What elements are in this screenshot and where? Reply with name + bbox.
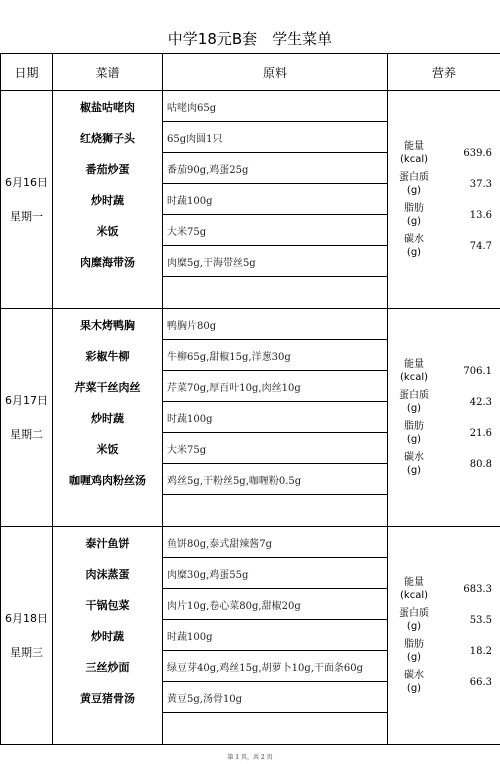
- dish-name: 米饭: [96, 442, 119, 456]
- dish-name: 咖喱鸡肉粉丝汤: [69, 473, 146, 487]
- dish-name: 泰汁鱼饼: [85, 536, 130, 550]
- ingredient-line: 65g肉圆1只: [163, 122, 387, 153]
- ingredient-line: 时蔬100g: [163, 184, 387, 215]
- ingredient-line: [163, 277, 387, 308]
- dish-name: 黄豆猪骨汤: [80, 691, 135, 705]
- header-dishes: 菜谱: [53, 54, 163, 91]
- nutrition-row-fat: [388, 636, 500, 667]
- nutrient-name: 蛋白质: [399, 172, 429, 183]
- ingredient-line: 时蔬100g: [163, 620, 387, 651]
- nutrient-unit: (g): [406, 247, 422, 258]
- ingredient-line: 肉糜5g,干海带丝5g: [163, 246, 387, 277]
- ingredient-line: 肉片10g,卷心菜80g,甜椒20g: [163, 589, 387, 620]
- nutrient-name: 碳水: [404, 234, 424, 245]
- nutrient-name: 蛋白质: [399, 390, 429, 401]
- nutrient-name: 碳水: [404, 452, 424, 463]
- day-row: [1, 91, 500, 309]
- ingredient-line: 鸡丝5g,干粉丝5g,咖喱粉0.5g: [163, 464, 387, 495]
- nutrition-row-fat: [388, 418, 500, 449]
- dish-name: 炒时蔬: [91, 193, 124, 207]
- ingredient-line: 肉糜30g,鸡蛋55g: [163, 558, 387, 589]
- nutrient-label: [388, 576, 440, 602]
- dish-name: 肉沫蒸蛋: [85, 567, 130, 581]
- nutrient-name: 脂肪: [404, 203, 424, 214]
- nutrition-row-energy: [388, 138, 500, 169]
- date-text: 6月18日: [5, 611, 48, 625]
- nutrient-value: 639.6: [463, 147, 492, 159]
- nutrient-unit: (kcal): [400, 154, 428, 165]
- nutrition-row-protein: [388, 605, 500, 636]
- nutrient-label: [388, 233, 440, 259]
- dish-name: 番茄炒蛋: [85, 162, 130, 176]
- nutrition-row-energy: [388, 574, 500, 605]
- nutrient-unit: (kcal): [400, 590, 428, 601]
- nutrition-cell: [388, 309, 500, 527]
- nutrient-unit: (g): [406, 621, 422, 632]
- nutrient-value: 683.3: [463, 583, 492, 595]
- nutrient-label: [388, 420, 440, 446]
- date-text: 6月16日: [5, 175, 48, 189]
- nutrient-value: 53.5: [469, 614, 492, 626]
- nutrient-unit: (g): [406, 683, 422, 694]
- nutrition-row-carbs: [388, 667, 500, 698]
- nutrient-name: 脂肪: [404, 421, 424, 432]
- date-cell: [1, 309, 53, 527]
- nutrient-name: 脂肪: [404, 639, 424, 650]
- nutrient-value: 13.6: [469, 209, 492, 221]
- menu-table: [0, 53, 500, 745]
- header-date: 日期: [1, 54, 53, 91]
- nutrient-value: 74.7: [469, 240, 492, 252]
- nutrient-name: 蛋白质: [399, 608, 429, 619]
- ingredient-line: [163, 495, 387, 526]
- nutrient-label: [388, 638, 440, 664]
- day-row: [1, 527, 500, 745]
- nutrient-value: 18.2: [469, 645, 492, 657]
- dish-name: 椒盐咕咾肉: [80, 100, 135, 114]
- ingredient-line: 大米75g: [163, 215, 387, 246]
- ingredients-cell: [163, 527, 388, 745]
- weekday-text: 星期三: [10, 645, 43, 659]
- nutrition-row-fat: [388, 200, 500, 231]
- dish-name: 红烧狮子头: [80, 131, 135, 145]
- dishes-cell: [53, 527, 163, 745]
- header-row: [1, 54, 500, 91]
- nutrient-unit: (kcal): [400, 372, 428, 383]
- dish-name: 炒时蔬: [91, 629, 124, 643]
- ingredient-line: 黄豆5g,汤骨10g: [163, 682, 387, 713]
- nutrient-label: [388, 389, 440, 415]
- ingredient-line: 时蔬100g: [163, 402, 387, 433]
- date-cell: [1, 527, 53, 745]
- weekday-text: 星期一: [10, 209, 43, 223]
- nutrient-value: 706.1: [463, 365, 492, 377]
- ingredients-cell: [163, 309, 388, 527]
- header-ingredients: 原料: [163, 54, 388, 91]
- nutrition-row-carbs: [388, 449, 500, 480]
- nutrient-unit: (g): [406, 185, 422, 196]
- ingredient-line: 绿豆芽40g,鸡丝15g,胡萝卜10g,干面条60g: [163, 651, 387, 682]
- dish-name: 肉糜海带汤: [80, 255, 135, 269]
- dish-name: 果木烤鸭胸: [80, 318, 135, 332]
- nutrient-value: 42.3: [469, 396, 492, 408]
- nutrient-name: 能量: [404, 577, 424, 588]
- ingredient-line: 咕咾肉65g: [163, 91, 387, 122]
- ingredient-line: 芹菜70g,厚百叶10g,肉丝10g: [163, 371, 387, 402]
- ingredient-line: 牛柳65g,甜椒15g,洋葱30g: [163, 340, 387, 371]
- dishes-cell: [53, 91, 163, 309]
- page-footer: 第 1 页，共 2 页: [227, 754, 273, 761]
- dish-name: 芹菜干丝肉丝: [74, 380, 141, 394]
- dish-name: 干锅包菜: [85, 598, 130, 612]
- nutrient-label: [388, 171, 440, 197]
- day-row: [1, 309, 500, 527]
- nutrient-unit: (g): [406, 434, 422, 445]
- nutrient-label: [388, 140, 440, 166]
- nutrient-value: 66.3: [469, 676, 492, 688]
- page-title: 中学18元B套 学生菜单: [167, 30, 333, 48]
- date-cell: [1, 91, 53, 309]
- ingredient-line: 大米75g: [163, 433, 387, 464]
- ingredient-line: [163, 713, 387, 744]
- nutrient-label: [388, 607, 440, 633]
- nutrient-label: [388, 358, 440, 384]
- dish-name: 三丝炒面: [85, 660, 130, 674]
- nutrition-row-carbs: [388, 231, 500, 262]
- nutrition-row-energy: [388, 356, 500, 387]
- dishes-cell: [53, 309, 163, 527]
- ingredient-line: 鸭胸片80g: [163, 309, 387, 340]
- ingredient-line: 番茄90g,鸡蛋25g: [163, 153, 387, 184]
- nutrient-value: 37.3: [469, 178, 492, 190]
- nutrient-label: [388, 669, 440, 695]
- nutrient-unit: (g): [406, 216, 422, 227]
- nutrient-label: [388, 451, 440, 477]
- ingredients-cell: [163, 91, 388, 309]
- nutrition-cell: [388, 527, 500, 745]
- header-nutrition: 营养: [388, 54, 500, 91]
- nutrition-row-protein: [388, 169, 500, 200]
- nutrient-name: 能量: [404, 141, 424, 152]
- nutrient-unit: (g): [406, 403, 422, 414]
- weekday-text: 星期二: [10, 427, 43, 441]
- nutrient-value: 80.8: [469, 458, 492, 470]
- nutrient-name: 能量: [404, 359, 424, 370]
- nutrient-name: 碳水: [404, 670, 424, 681]
- date-text: 6月17日: [5, 393, 48, 407]
- nutrient-unit: (g): [406, 465, 422, 476]
- nutrition-cell: [388, 91, 500, 309]
- nutrition-row-protein: [388, 387, 500, 418]
- nutrient-value: 21.6: [469, 427, 492, 439]
- ingredient-line: 鱼饼80g,泰式甜辣酱7g: [163, 527, 387, 558]
- dish-name: 彩椒牛柳: [85, 349, 130, 363]
- nutrient-unit: (g): [406, 652, 422, 663]
- dish-name: 炒时蔬: [91, 411, 124, 425]
- nutrient-label: [388, 202, 440, 228]
- dish-name: 米饭: [96, 224, 119, 238]
